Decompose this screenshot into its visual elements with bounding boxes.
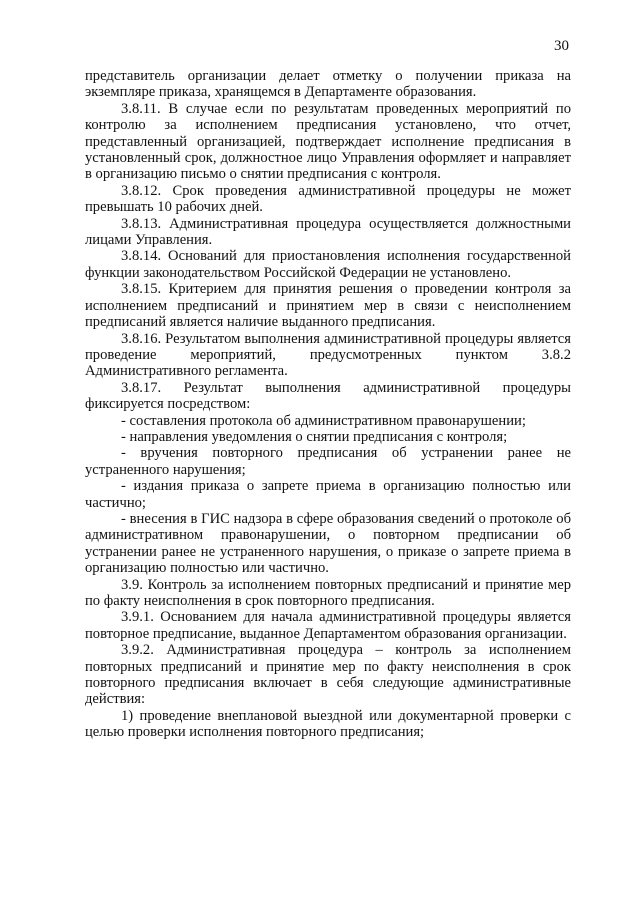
- paragraph-action-1: 1) проведение внеплановой выездной или документарной проверки с целью проверки исполнения повторного предписания;: [85, 707, 571, 741]
- paragraph-3-8-15: 3.8.15. Критерием для принятия решения о проведении контроля за исполнением предписаний и принятием мер в связи с неисполнением предписаний является наличие выданного предписания.: [85, 281, 571, 331]
- paragraph-3-9-1: 3.9.1. Основанием для начала административной процедуры является повторное предписание, выданное Департаментом образования организации.: [85, 609, 571, 642]
- paragraph-continuation: представитель организации делает отметку о получении приказа на экземпляре приказа, хранящемся в Департаменте образования.: [85, 68, 571, 101]
- paragraph-3-8-14: 3.8.14. Оснований для приостановления исполнения государственной функции законодательством Российской Федерации не установлено.: [85, 248, 571, 281]
- paragraph-3-8-16: 3.8.16. Результатом выполнения административной процедуры является проведение мероприятий, предусмотренных пунктом 3.8.2 Административного регламента.: [85, 330, 571, 380]
- paragraph-3-8-13: 3.8.13. Административная процедура осуществляется должностными лицами Управления.: [85, 215, 571, 249]
- list-item-repeat-order: - вручения повторного предписания об устранении ранее не устраненного нарушения;: [85, 445, 571, 478]
- paragraph-3-9-2: 3.9.2. Административная процедура – контроль за исполнением повторных предписаний и принятие мер по факту неисполнения в срок повторного предписания включает в себя следующие административные действия:: [85, 642, 571, 708]
- paragraph-3-9: 3.9. Контроль за исполнением повторных предписаний и принятие мер по факту неисполнения в срок повторного предписания.: [85, 576, 571, 609]
- paragraph-3-8-12: 3.8.12. Срок проведения административной процедуры не может превышать 10 рабочих дней.: [85, 182, 571, 216]
- list-item-notification: - направления уведомления о снятии предписания с контроля;: [121, 428, 508, 445]
- list-item-admission-ban: - издания приказа о запрете приема в организацию полностью или частично;: [85, 478, 571, 511]
- paragraph-3-8-17: 3.8.17. Результат выполнения административной процедуры фиксируется посредством:: [85, 379, 571, 413]
- list-item-gis-entry: - внесения в ГИС надзора в сфере образования сведений о протоколе об административном правонарушении, о повторном предписании об устранении ранее не устраненного нарушения, о приказе о запрете приема в организацию полностью или частично.: [85, 510, 571, 577]
- list-item-protocol: - составления протокола об административном правонарушении;: [121, 412, 526, 429]
- page-number: 30: [554, 38, 569, 54]
- document-body: [85, 68, 571, 741]
- paragraph-3-8-11: 3.8.11. В случае если по результатам проведенных мероприятий по контролю за исполнением предписания установлено, что отчет, представленный организацией, подтверждает исполнение предписания в установленный срок, должностное лицо Управления оформляет и направляет в организацию письмо о снятии предписания с контроля.: [85, 100, 571, 183]
